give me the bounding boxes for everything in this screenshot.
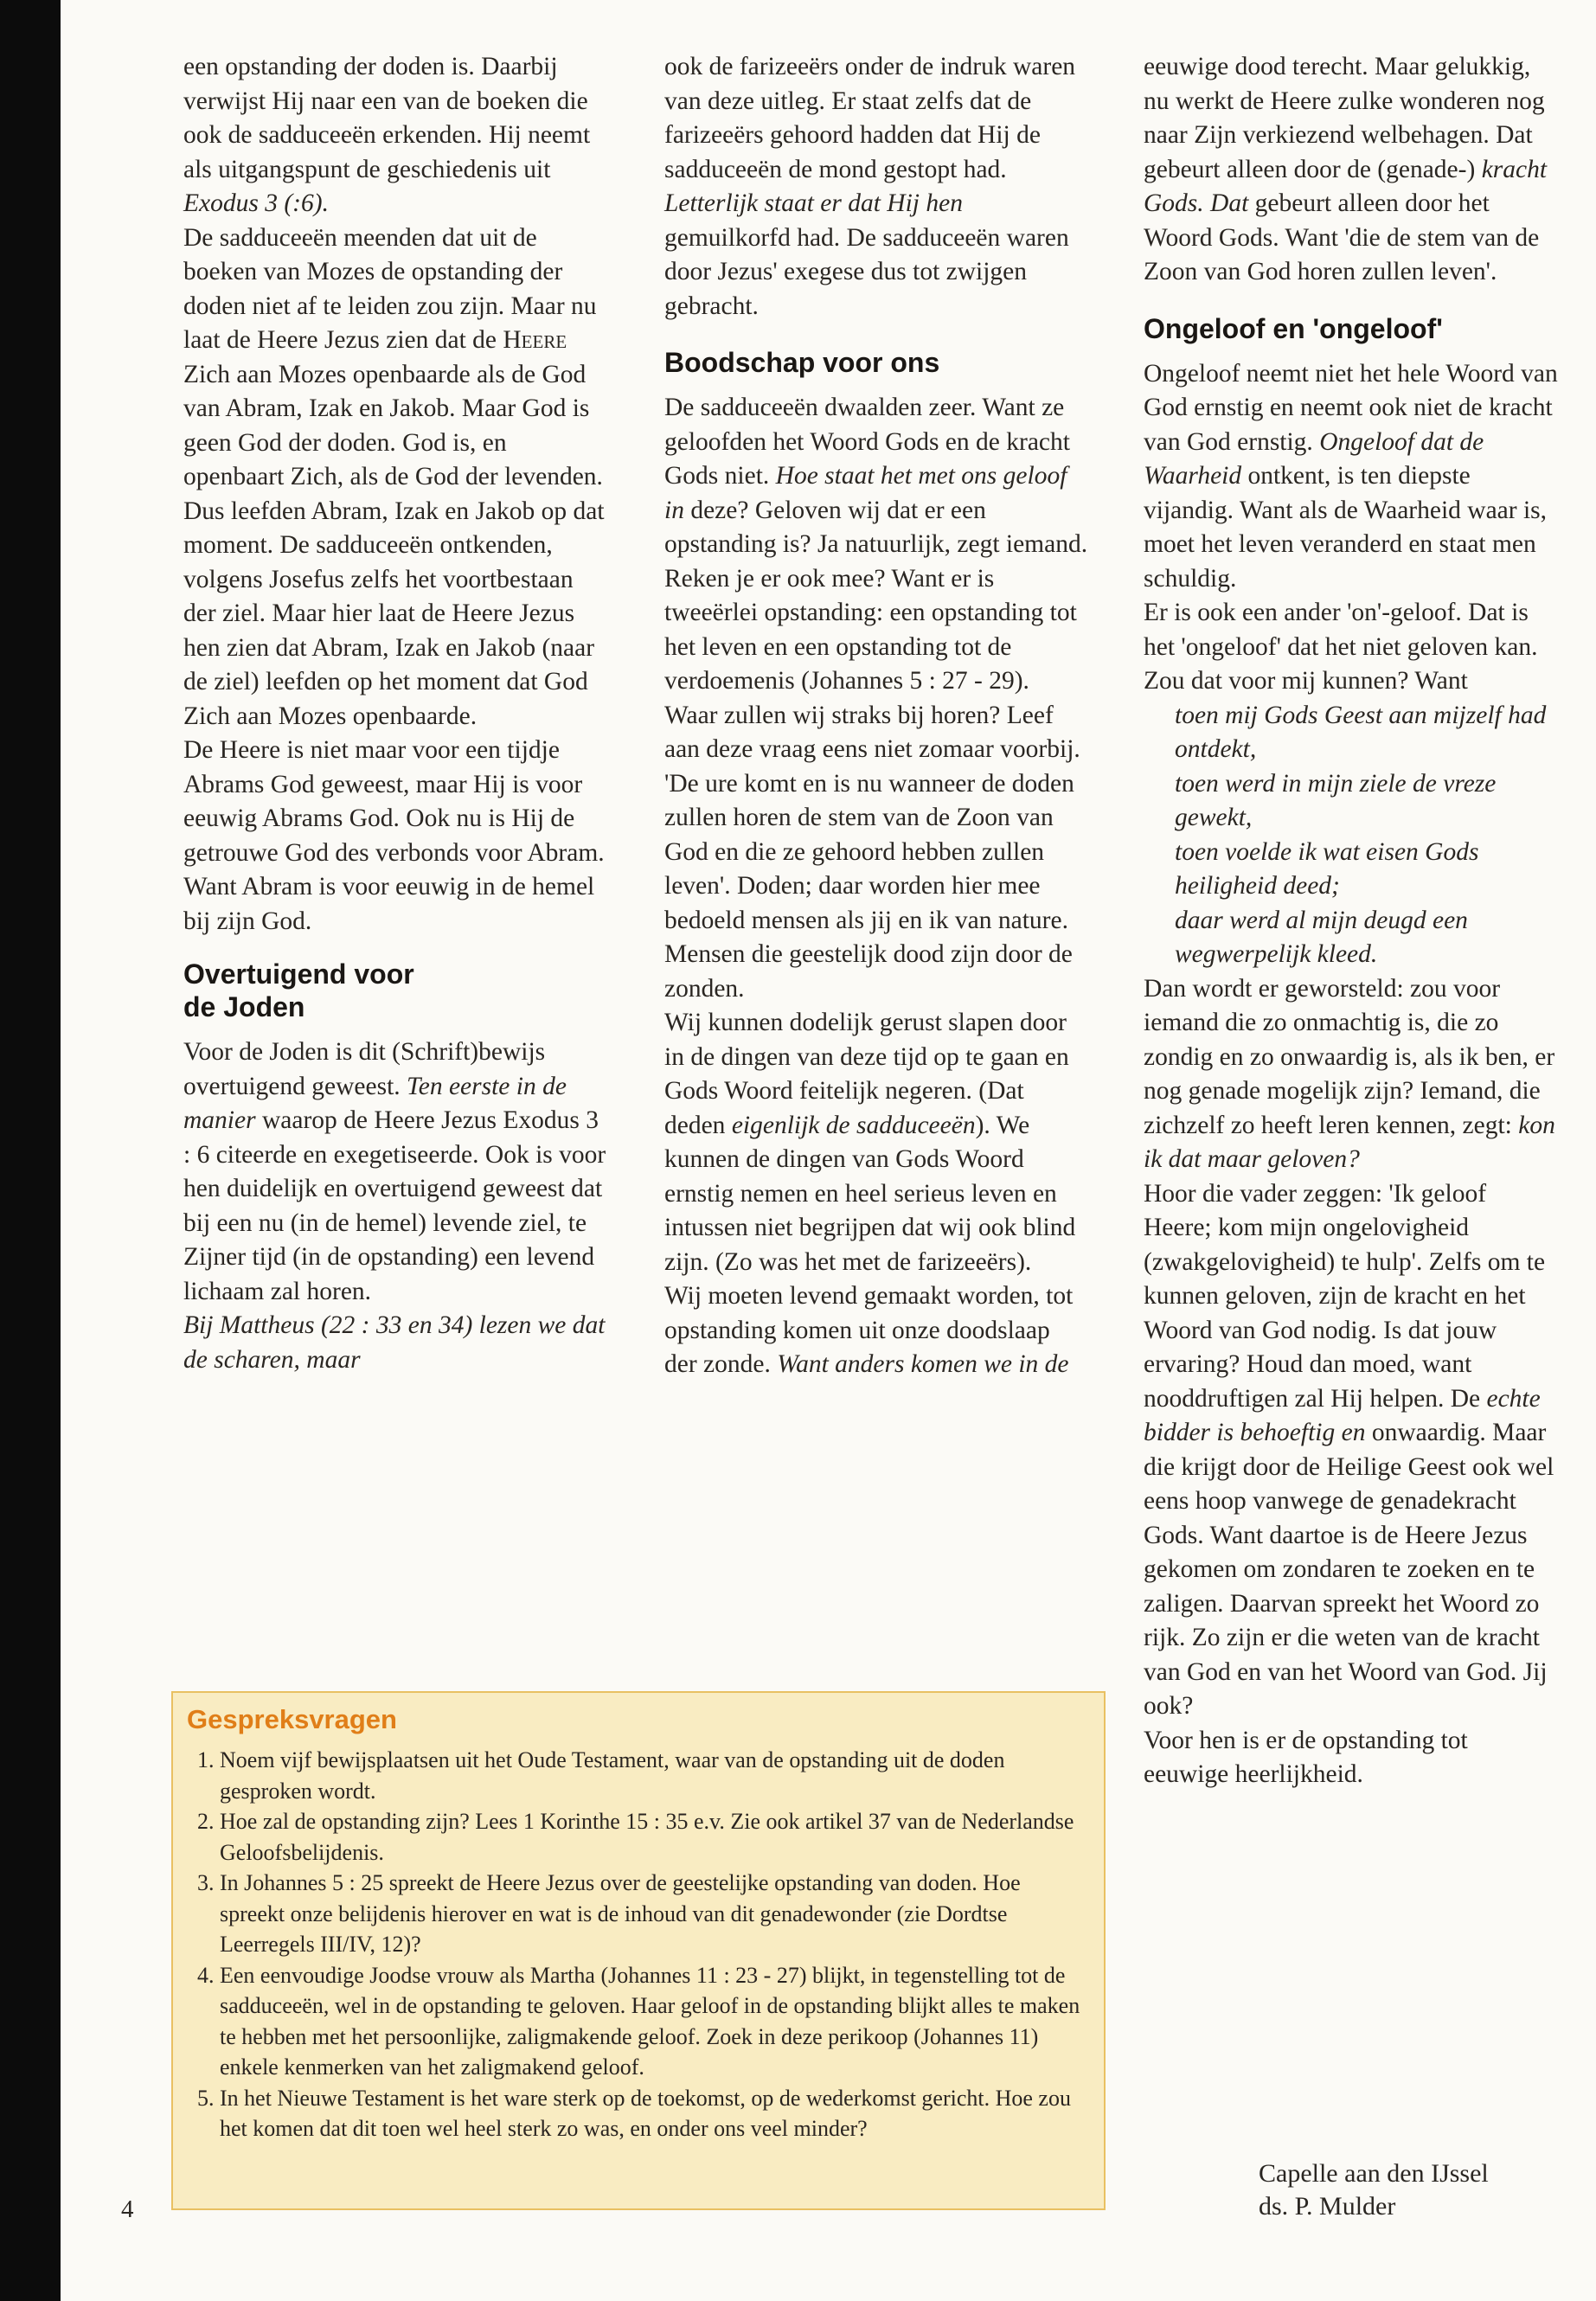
column-3 — [1144, 50, 1559, 1792]
section-heading: Ongeloof en 'ongeloof' — [1144, 312, 1443, 344]
italic-text: Ten eerste in de manier — [183, 1072, 567, 1134]
poem-line: toen werd in mijn ziele de vreze gewekt, — [1175, 769, 1497, 831]
discussion-questions-box — [171, 1691, 1106, 2210]
paragraph: Dan wordt er geworsteld: zou voor iemand die zo onmachtig is, die zo zondig en zo onwaardig is, als ik ben, er nog genade mogelijk zijn? Iemand, die zichzelf zo heeft leren kennen, zegt: kon ik dat maar geloven? — [1144, 974, 1555, 1173]
paragraph: Hoor die vader zeggen: 'Ik geloof Heere; kom mijn ongelovigheid (zwakgelovigheid) te hulp'. Zelfs om te kunnen geloven, zijn de kracht en het Woord van God nodig. Is dat jouw ervaring? Houd dan moed, want nooddruftigen zal Hij helpen. De echte bidder is behoeftig en onwaardig. Maar die krijgt door de Heilige Geest ook wel eens hoop vanwege de genadekracht Gods. Want daartoe is de Heere Jezus gekomen om zondaren te zoeken en te zaligen. Daarvan spreekt het Woord zo rijk. Zo zijn er die weten van de kracht van God en van het Woord van God. Jij ook? — [1144, 1179, 1554, 1720]
page-number: 4 — [121, 2195, 134, 2223]
questions-list — [185, 1745, 1085, 2144]
small-caps-heere: Heere — [503, 326, 567, 354]
paragraph: Bij Mattheus (22 : 33 en 34) lezen we dat de scharen, maar — [183, 1311, 606, 1374]
paragraph: Wij moeten levend gemaakt worden, tot opstanding komen uit onze doodslaap der zonde. Want anders komen we in de — [664, 1282, 1074, 1378]
paragraph: een opstanding der doden is. Daarbij verwijst Hij naar een van de boeken die ook de sadduceeën erkenden. Hij neemt als uitgangspunt de geschiedenis uit Exodus 3 (:6). — [183, 53, 591, 217]
poem-line: toen mij Gods Geest aan mijzelf had ontdekt, — [1175, 701, 1547, 763]
paragraph: Er is ook een ander 'on'-geloof. Dat is het 'ongeloof' dat het niet geloven kan. Zou dat voor mij kunnen? Want — [1144, 599, 1538, 695]
paragraph: Wij kunnen dodelijk gerust slapen door in de dingen van deze tijd op te gaan en Gods Woord feitelijk negeren. (Dat deden eigenlijk de sadduceeën). We kunnen de dingen van Gods Woord ernstig nemen en heel serieus leven en intussen niet begrijpen dat wij ook blind zijn. (Zo was het met de farizeeërs). — [664, 1009, 1076, 1276]
italic-text: kracht Gods. Dat — [1144, 155, 1548, 217]
poem-line: toen voelde ik wat eisen Gods heiligheid deed; — [1175, 837, 1479, 900]
question-item: 3. In Johannes 5 : 25 spreekt de Heere Jezus over de geestelijke opstanding van doden. Hoe spreekt onze belijdenis hierover en wat is de inhoud van dit genadewonder (zie Dordtse Leerregels III/IV, 12)? — [220, 1868, 1085, 1960]
paragraph: 'De ure komt en is nu wanneer de doden zullen horen de stem van de Zoon van God en die ze gehoord hebben zullen leven'. Doden; daar worden hier mee bedoeld mensen als jij en ik van nature. Mensen die geestelijk dood zijn door de zonden. — [664, 769, 1074, 1003]
signature-block — [1259, 2157, 1489, 2223]
question-item: 1. Noem vijf bewijsplaatsen uit het Oude Testament, waar van de opstanding uit de doden gesproken wordt. — [220, 1745, 1085, 1806]
column-1 — [183, 50, 607, 1377]
question-item: 4. Een eenvoudige Joodse vrouw als Martha (Johannes 11 : 23 - 27) blijkt, in tegenstelling tot de sadduceeën, wel in de opstanding te geloven. Haar geloof in de opstanding blijkt alles te maken te hebben met het persoonlijke, zaligmakende geloof. Zoek in deze perikoop (Johannes 11) enkele kenmerken van het zaligmakend geloof. — [220, 1960, 1085, 2083]
signature-place: Capelle aan den IJssel — [1259, 2159, 1489, 2188]
paragraph: De Heere is niet maar voor een tijdje Abrams God geweest, maar Hij is voor eeuwig Abrams God. Ook nu is Hij de getrouwe God des verbonds voor Abram. Want Abram is voor eeuwig in de hemel bij zijn God. — [183, 736, 605, 935]
paragraph: eeuwige dood terecht. Maar gelukkig, nu werkt de Heere zulke wonderen nog naar Zijn verkiezend welbehagen. Dat gebeurt alleen door de (genade-) kracht Gods. Dat gebeurt alleen door het Woord Gods. Want 'die de stem van de Zoon van God horen zullen leven'. — [1144, 53, 1548, 285]
section-heading: Boodschap voor ons — [664, 347, 940, 378]
signature-author: ds. P. Mulder — [1259, 2192, 1396, 2221]
italic-text: Exodus 3 (:6). — [183, 189, 329, 217]
paragraph: Voor hen is er de opstanding tot eeuwige heerlijkheid. — [1144, 1726, 1468, 1788]
section-heading: Overtuigend voor de Joden — [183, 958, 414, 1022]
poem-line: daar werd al mijn deugd een wegwerpelijk kleed. — [1175, 906, 1468, 968]
paragraph: De sadduceeën dwaalden zeer. Want ze geloofden het Woord Gods en de kracht Gods niet. Hoe staat het met ons geloof in deze? Geloven wij dat er een opstanding is? Ja natuurlijk, zegt iemand. Reken je er ook mee? Want er is tweeërlei opstanding: een opstanding tot het leven en een opstanding tot de verdoemenis (Johannes 5 : 27 - 29). Waar zullen wij straks bij horen? Leef aan deze vraag eens niet zomaar voorbij. — [664, 394, 1088, 763]
column-2 — [664, 50, 1088, 1382]
paragraph: De sadduceeën meenden dat uit de boeken van Mozes de opstanding der doden niet af te leiden zou zijn. Maar nu laat de Heere Jezus zien dat de Heere Zich aan Mozes openbaarde als de God van Abram, Izak en Jakob. Maar God is geen God der doden. God is, en openbaart Zich, als de God der levenden. Dus leefden Abram, Izak en Jakob op dat moment. De sadduceeën ontkenden, volgens Josefus zelfs het voortbestaan der ziel. Maar hier laat de Heere Jezus hen zien dat Abram, Izak en Jakob (naar de ziel) leefden op het moment dat God Zich aan Mozes openbaarde. — [183, 223, 605, 730]
italic-text: Letterlijk staat er dat Hij hen — [664, 189, 963, 217]
paragraph: Ongeloof neemt niet het hele Woord van God ernstig en neemt ook niet de kracht van God ernstig. Ongeloof dat de Waarheid ontkent, is ten diepste vijandig. Want als de Waarheid waar is, moet het leven veranderd en staat men schuldig. — [1144, 359, 1558, 593]
italic-text: eigenlijk de sadduceeën — [731, 1111, 976, 1139]
italic-text: Ongeloof dat de Waarheid — [1144, 427, 1484, 490]
question-item: 5. In het Nieuwe Testament is het ware sterk op de toekomst, op de wederkomst gericht. Hoe zou het komen dat dit toen wel heel sterk zo was, en onder ons veel minder? — [220, 2083, 1085, 2144]
question-item: 2. Hoe zal de opstanding zijn? Lees 1 Korinthe 15 : 35 e.v. Zie ook artikel 37 van de Nederlandse Geloofsbelijdenis. — [220, 1806, 1085, 1868]
questions-title: Gespreksvragen — [187, 1704, 397, 1734]
italic-text: kon ik dat maar geloven? — [1144, 1111, 1555, 1173]
paragraph: ook de farizeeërs onder de indruk waren van deze uitleg. Er staat zelfs dat de farizeeërs gehoord hadden dat Hij de sadduceeën de mond gestopt had. Letterlijk staat er dat Hij hen gemuilkorfd had. De sadduceeën waren door Jezus' exegese dus tot zwijgen gebracht. — [664, 53, 1076, 320]
italic-text: Hoe staat het met ons geloof in — [664, 462, 1067, 524]
italic-text: echte bidder is behoeftig en — [1144, 1384, 1541, 1446]
italic-text: Want anders komen we in de — [777, 1350, 1069, 1378]
page-binding-edge — [0, 0, 61, 2301]
paragraph: Voor de Joden is dit (Schrift)bewijs overtuigend geweest. Ten eerste in de manier waarop de Heere Jezus Exodus 3 : 6 citeerde en exegetiseerde. Ook is voor hen duidelijk en overtuigend geweest dat bij een nu (in de hemel) levende ziel, te Zijner tijd (in de opstanding) een levend lichaam zal horen. — [183, 1038, 606, 1305]
